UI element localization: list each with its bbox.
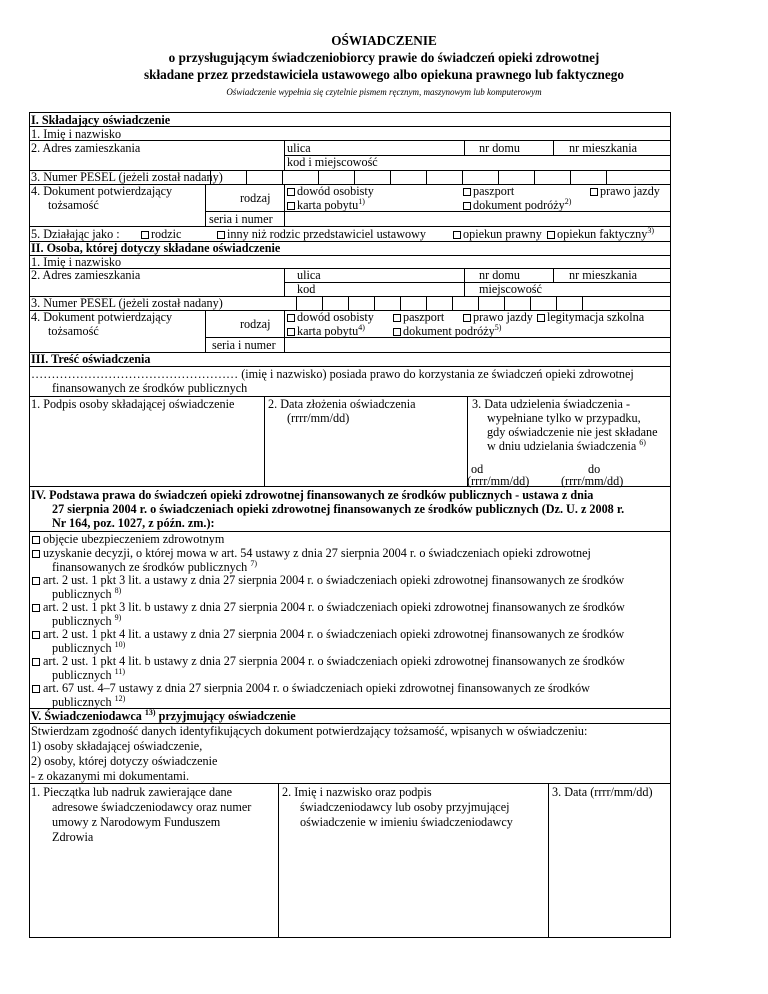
s4-option-3-footnote: 8) bbox=[114, 585, 122, 595]
s1-karta-label: karta pobytu bbox=[297, 198, 359, 212]
s2-dokument-label: dokument podróży bbox=[403, 324, 495, 338]
s1-id-doc-label: 4. Dokument potwierdzający bbox=[31, 184, 173, 198]
s4-option-3-label: art. 2 ust. 1 pkt 3 lit. a ustawy z dnia 27 sierpnia 2004 r. o świadczeniach opieki zdrowotnej finansowanych ze środków bbox=[43, 573, 625, 587]
s1-prawo-jazdy-label: prawo jazdy bbox=[600, 184, 660, 198]
subtitle-line-2: składane przez przedstawiciela ustawowego albo opiekuna prawnego lub faktycznego bbox=[144, 67, 624, 82]
s2-prawo-jazdy-label: prawo jazdy bbox=[473, 310, 533, 324]
s5-statement-line-3: 2) osoby, której dotyczy oświadczenie bbox=[31, 754, 218, 768]
s5-stamp-label-2: adresowe świadczeniodawcy oraz numer bbox=[52, 800, 252, 814]
s1-address-label: 2. Adres zamieszkania bbox=[31, 141, 141, 155]
s1-name-label[interactable]: 1. Imię i nazwisko bbox=[31, 127, 122, 141]
s4-option-2-label-2: finansowanych ze środków publicznych bbox=[52, 560, 248, 574]
s4-option-3-label-2: publicznych bbox=[52, 587, 112, 601]
s5-signature-label-3: oświadczenie w imieniu świadczeniodawcy bbox=[300, 815, 513, 829]
s3-submit-date-label[interactable]: 2. Data złożenia oświadczenia bbox=[268, 397, 416, 411]
s1-opiekun-footnote: 3) bbox=[647, 225, 655, 235]
s1-rodzic-checkbox[interactable] bbox=[141, 231, 149, 239]
s2-name-label[interactable]: 1. Imię i nazwisko bbox=[31, 255, 122, 269]
s1-dowod-label: dowód osobisty bbox=[297, 184, 374, 198]
s2-karta-checkbox[interactable] bbox=[287, 328, 295, 336]
s4-option-7-label: art. 67 ust. 4–7 ustawy z dnia 27 sierpnia 2004 r. o świadczeniach opieki zdrowotnej finansowanych ze środków bbox=[43, 681, 590, 695]
s2-karta-label: karta pobytu bbox=[297, 324, 359, 338]
s4-option-7-label-2: publicznych bbox=[52, 695, 112, 709]
s4-option-4-label: art. 2 ust. 1 pkt 3 lit. b ustawy z dnia 27 sierpnia 2004 r. o świadczeniach opieki zdrowotnej finansowanych ze środków bbox=[43, 600, 625, 614]
s2-dokument-footnote: 5) bbox=[494, 322, 502, 332]
section-5-title-2: przyjmujący oświadczenie bbox=[158, 709, 296, 723]
section-3-title: III. Treść oświadczenia bbox=[31, 352, 151, 366]
s2-city-label[interactable]: miejscowość bbox=[479, 282, 542, 296]
s2-paszport-label: paszport bbox=[403, 310, 445, 324]
s2-address-label: 2. Adres zamieszkania bbox=[31, 268, 141, 282]
s3-submit-date-format: (rrrr/mm/dd) bbox=[287, 411, 350, 425]
s1-karta-checkbox[interactable] bbox=[287, 202, 295, 210]
s5-statement-line-2: 1) osoby składającej oświadczenie, bbox=[31, 739, 203, 753]
s4-option-6-checkbox[interactable] bbox=[32, 658, 40, 666]
s2-karta-footnote: 4) bbox=[358, 322, 365, 332]
s2-pesel-label: 3. Numer PESEL (jeżeli został nadany) bbox=[31, 296, 223, 310]
s3-service-date-label-2: wypełniane tylko w przypadku, bbox=[487, 411, 641, 425]
s5-statement-line-1: Stwierdzam zgodność danych identyfikujących dokument potwierdzający tożsamość, wpisanych w oświadczeniu: bbox=[31, 724, 588, 738]
s1-opiekun-faktyczny-checkbox[interactable] bbox=[547, 231, 555, 239]
s1-postcode-city-label[interactable]: kod i miejscowość bbox=[287, 155, 378, 169]
s3-service-date-label-4: w dniu udzielania świadczenia bbox=[487, 439, 637, 453]
s4-option-5-checkbox[interactable] bbox=[32, 631, 40, 639]
s1-dokument-footnote: 2) bbox=[564, 196, 572, 206]
s3-from-format: (rrrr/mm/dd) bbox=[467, 474, 530, 488]
s1-house-no-label[interactable]: nr domu bbox=[479, 141, 520, 155]
s1-opiekun-faktyczny-label: opiekun faktyczny bbox=[557, 227, 648, 241]
section-4-title-3: Nr 164, poz. 1027, z późn. zm.): bbox=[52, 516, 215, 530]
s4-option-3-checkbox[interactable] bbox=[32, 577, 40, 585]
s1-inny-checkbox[interactable] bbox=[217, 231, 225, 239]
s1-pesel-label: 3. Numer PESEL (jeżeli został nadany) bbox=[31, 170, 223, 184]
s2-postcode-label[interactable]: kod bbox=[297, 282, 316, 296]
s2-seria-label[interactable]: seria i numer bbox=[212, 338, 276, 352]
s2-dokument-checkbox[interactable] bbox=[393, 328, 401, 336]
s2-street-label[interactable]: ulica bbox=[297, 268, 321, 282]
s3-to-format: (rrrr/mm/dd) bbox=[561, 474, 624, 488]
s1-street-label[interactable]: ulica bbox=[287, 141, 311, 155]
section-5-footnote: 13) bbox=[144, 707, 156, 717]
s3-service-date-footnote: 6) bbox=[639, 437, 646, 447]
s1-doc-type-label: rodzaj bbox=[240, 191, 271, 205]
s4-option-1-label: objęcie ubezpieczeniem zdrowotnym bbox=[43, 532, 225, 546]
s1-opiekun-prawny-checkbox[interactable] bbox=[453, 231, 461, 239]
section-4-title-2: 27 sierpnia 2004 r. o świadczeniach opieki zdrowotnej finansowanych ze środków publicznych (Dz. U. z 2008 r. bbox=[52, 502, 625, 516]
s2-id-doc-label-2: tożsamość bbox=[48, 324, 99, 338]
s2-prawo-jazdy-checkbox[interactable] bbox=[463, 314, 471, 322]
s3-signature-label[interactable]: 1. Podpis osoby składającej oświadczenie bbox=[31, 397, 235, 411]
s2-paszport-checkbox[interactable] bbox=[393, 314, 401, 322]
s5-signature-label-2: świadczeniodawcy lub osoby przyjmującej bbox=[300, 800, 510, 814]
s1-karta-footnote: 1) bbox=[358, 196, 365, 206]
s4-option-7-footnote: 12) bbox=[114, 693, 126, 703]
s1-prawo-jazdy-checkbox[interactable] bbox=[590, 188, 598, 196]
s3-name-dots[interactable]: …………………………………………… bbox=[31, 367, 239, 381]
s2-id-doc-label: 4. Dokument potwierdzający bbox=[31, 310, 173, 324]
section-1-title: I. Składający oświadczenie bbox=[31, 113, 171, 127]
s1-inny-label: inny niż rodzic przedstawiciel ustawowy bbox=[227, 227, 426, 241]
s5-statement-line-4: - z okazanymi mi dokumentami. bbox=[31, 769, 190, 783]
s4-option-1-checkbox[interactable] bbox=[32, 536, 40, 544]
section-4-title: IV. Podstawa prawa do świadczeń opieki zdrowotnej finansowanych ze środków publicznych - ustawa z dnia bbox=[31, 488, 594, 502]
s2-doc-type-label: rodzaj bbox=[240, 317, 271, 331]
s2-flat-no-label[interactable]: nr mieszkania bbox=[569, 268, 638, 282]
s4-option-6-label-2: publicznych bbox=[52, 668, 112, 682]
s4-option-4-footnote: 9) bbox=[114, 612, 122, 622]
s2-legitymacja-checkbox[interactable] bbox=[537, 314, 545, 322]
section-2-title: II. Osoba, której dotyczy składane oświadczenie bbox=[31, 241, 281, 255]
s4-option-5-footnote: 10) bbox=[114, 639, 126, 649]
s3-service-date-label: 3. Data udzielenia świadczenia - bbox=[472, 397, 631, 411]
s4-option-2-footnote: 7) bbox=[250, 558, 257, 568]
s4-option-5-label-2: publicznych bbox=[52, 641, 112, 655]
s1-opiekun-prawny-label: opiekun prawny bbox=[463, 227, 542, 241]
s5-stamp-label[interactable]: 1. Pieczątka lub nadruk zawierające dane bbox=[31, 785, 232, 799]
s3-statement-text: (imię i nazwisko) posiada prawo do korzystania ze świadczeń opieki zdrowotnej bbox=[241, 367, 634, 381]
s4-option-4-label-2: publicznych bbox=[52, 614, 112, 628]
s5-date-label[interactable]: 3. Data (rrrr/mm/dd) bbox=[552, 785, 653, 799]
s1-id-doc-label-2: tożsamość bbox=[48, 198, 99, 212]
s1-paszport-label: paszport bbox=[473, 184, 515, 198]
s5-stamp-label-3: umowy z Narodowym Funduszem bbox=[52, 815, 221, 829]
s2-legitymacja-label: legitymacja szkolna bbox=[547, 310, 645, 324]
s1-rodzic-label: rodzic bbox=[151, 227, 182, 241]
s3-statement-text-2: finansowanych ze środków publicznych bbox=[52, 381, 248, 395]
s3-service-date-label-3: gdy oświadczenie nie jest składane bbox=[487, 425, 658, 439]
s2-dowod-label: dowód osobisty bbox=[297, 310, 374, 324]
s4-option-2-label: uzyskanie decyzji, o której mowa w art. 54 ustawy z dnia 27 sierpnia 2004 r. o świadczeniach opieki zdrowotnej bbox=[43, 546, 591, 560]
section-5-title: V. Świadczeniodawca bbox=[31, 709, 142, 723]
s4-option-6-label: art. 2 ust. 1 pkt 4 lit. b ustawy z dnia 27 sierpnia 2004 r. o świadczeniach opieki zdrowotnej finansowanych ze środków bbox=[43, 654, 625, 668]
s1-flat-no-label[interactable]: nr mieszkania bbox=[569, 141, 638, 155]
s5-signature-label[interactable]: 2. Imię i nazwisko oraz podpis bbox=[282, 785, 432, 799]
s1-paszport-checkbox[interactable] bbox=[463, 188, 471, 196]
s3-to-label[interactable]: do bbox=[588, 462, 601, 476]
s1-seria-label[interactable]: seria i numer bbox=[209, 212, 273, 226]
subtitle-line-1: o przysługującym świadczeniobiorcy prawie do świadczeń opieki zdrowotnej bbox=[168, 50, 600, 65]
s1-dowod-checkbox[interactable] bbox=[287, 188, 295, 196]
s5-stamp-label-4: Zdrowia bbox=[52, 830, 94, 844]
s1-dokument-checkbox[interactable] bbox=[463, 202, 471, 210]
s1-acting-as-label: 5. Działając jako : bbox=[31, 227, 120, 241]
s3-from-label[interactable]: od bbox=[471, 462, 484, 476]
document-title: OŚWIADCZENIE bbox=[331, 33, 437, 48]
s1-dokument-label: dokument podróży bbox=[473, 198, 565, 212]
fill-instruction: Oświadczenie wypełnia się czytelnie pismem ręcznym, maszynowym lub komputerowym bbox=[226, 87, 542, 97]
s4-option-5-label: art. 2 ust. 1 pkt 4 lit. a ustawy z dnia 27 sierpnia 2004 r. o świadczeniach opieki zdrowotnej finansowanych ze środków bbox=[43, 627, 625, 641]
s4-option-2-checkbox[interactable] bbox=[32, 550, 40, 558]
s2-dowod-checkbox[interactable] bbox=[287, 314, 295, 322]
s4-option-7-checkbox[interactable] bbox=[32, 685, 40, 693]
s4-option-4-checkbox[interactable] bbox=[32, 604, 40, 612]
s2-house-no-label[interactable]: nr domu bbox=[479, 268, 520, 282]
s4-option-6-footnote: 11) bbox=[114, 666, 125, 676]
